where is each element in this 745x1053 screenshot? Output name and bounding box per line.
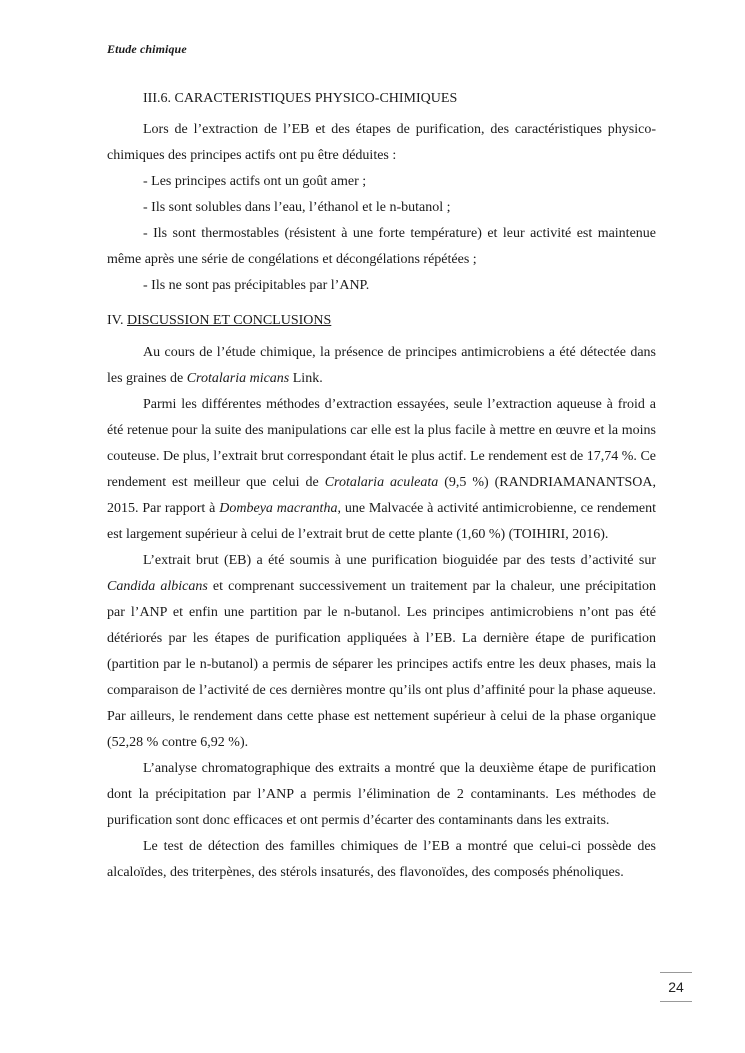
section-heading-discussion [107, 308, 656, 334]
species-name: Crotalaria micans [186, 371, 290, 386]
paragraph: Le test de détection des familles chimiques de l’EB a montré que celui-ci possède des alcaloïdes, des triterpènes, des stérols insaturés, des flavonoïdes, des composés phénoliques. [107, 839, 656, 880]
species-name: Candida albicans [107, 579, 208, 594]
species-name: Dombeya macrantha [219, 501, 338, 516]
text-run: (9,5 %) (RANDRIAMANANTSOA, 2015. Par rapport à [107, 475, 657, 516]
section-number: IV. [107, 313, 127, 328]
paragraph [107, 392, 656, 548]
running-header: Etude chimique [107, 42, 187, 56]
text-run: Link. [289, 371, 323, 386]
section-title: DISCUSSION ET CONCLUSIONS [126, 313, 332, 328]
species-name: Crotalaria aculeata [324, 475, 439, 490]
page-number: 24 [660, 972, 692, 1002]
list-item: - Ils ne sont pas précipitables par l’ANP. [143, 278, 370, 293]
document-body [107, 86, 656, 886]
section-heading-physico-chimiques: III.6. CARACTERISTIQUES PHYSICO-CHIMIQUES [143, 91, 458, 106]
list-item: - Les principes actifs ont un goût amer ; [143, 174, 367, 189]
text-run: Au cours de l’étude chimique, la présence de principes antimicrobiens a été détectée dans les graines de [107, 345, 656, 386]
text-run: Parmi les différentes méthodes d’extraction essayées, seule l’extraction aqueuse à froid a été retenue pour la suite des manipulations car elle est la plus facile à mettre en œuvre et la moins couteuse. De plus, l’extrait brut correspondant était le plus actif. Le rendement est de 17,74 %. Ce rendement est meilleur que celui de [107, 397, 656, 490]
list-item: - Ils sont solubles dans l’eau, l’éthanol et le n-butanol ; [143, 200, 451, 215]
list-item: - Ils sont thermostables (résistent à une forte température) et leur activité est maintenue même après une série de congélations et décongélations répétées ; [107, 226, 656, 267]
paragraph-intro: Lors de l’extraction de l’EB et des étapes de purification, des caractéristiques physico-chimiques des principes actifs ont pu être déduites : [107, 122, 656, 163]
paragraph [107, 548, 656, 756]
text-run: , une Malvacée à activité antimicrobienne, ce rendement est largement supérieur à celui de l’extrait brut de cette plante (1,60 %) (TOIHIRI, 2016). [107, 501, 657, 542]
paragraph: L’analyse chromatographique des extraits a montré que la deuxième étape de purification dont la précipitation par l’ANP a permis l’élimination de 2 contaminants. Les méthodes de purification sont donc efficaces et ont permis d’écarter des contaminants dans les extraits. [107, 761, 656, 828]
text-run: L’extrait brut (EB) a été soumis à une purification bioguidée par des tests d’activité sur [143, 553, 656, 568]
text-run: et comprenant successivement un traitement par la chaleur, une précipitation par l’ANP et enfin une partition par le n-butanol. Les principes antimicrobiens n’ont pas été détériorés par les étapes de purification appliquées à l’EB. La dernière étape de purification (partition par le n-butanol) a permis de séparer les principes actifs entre les deux phases, mais la comparaison de l’activité de ces dernières montre qu’ils ont plus d’affinité pour la phase aqueuse. Par ailleurs, le rendement dans cette phase est nettement supérieur à celui de la phase organique (52,28 % contre 6,92 %). [107, 579, 656, 750]
paragraph [107, 340, 656, 392]
